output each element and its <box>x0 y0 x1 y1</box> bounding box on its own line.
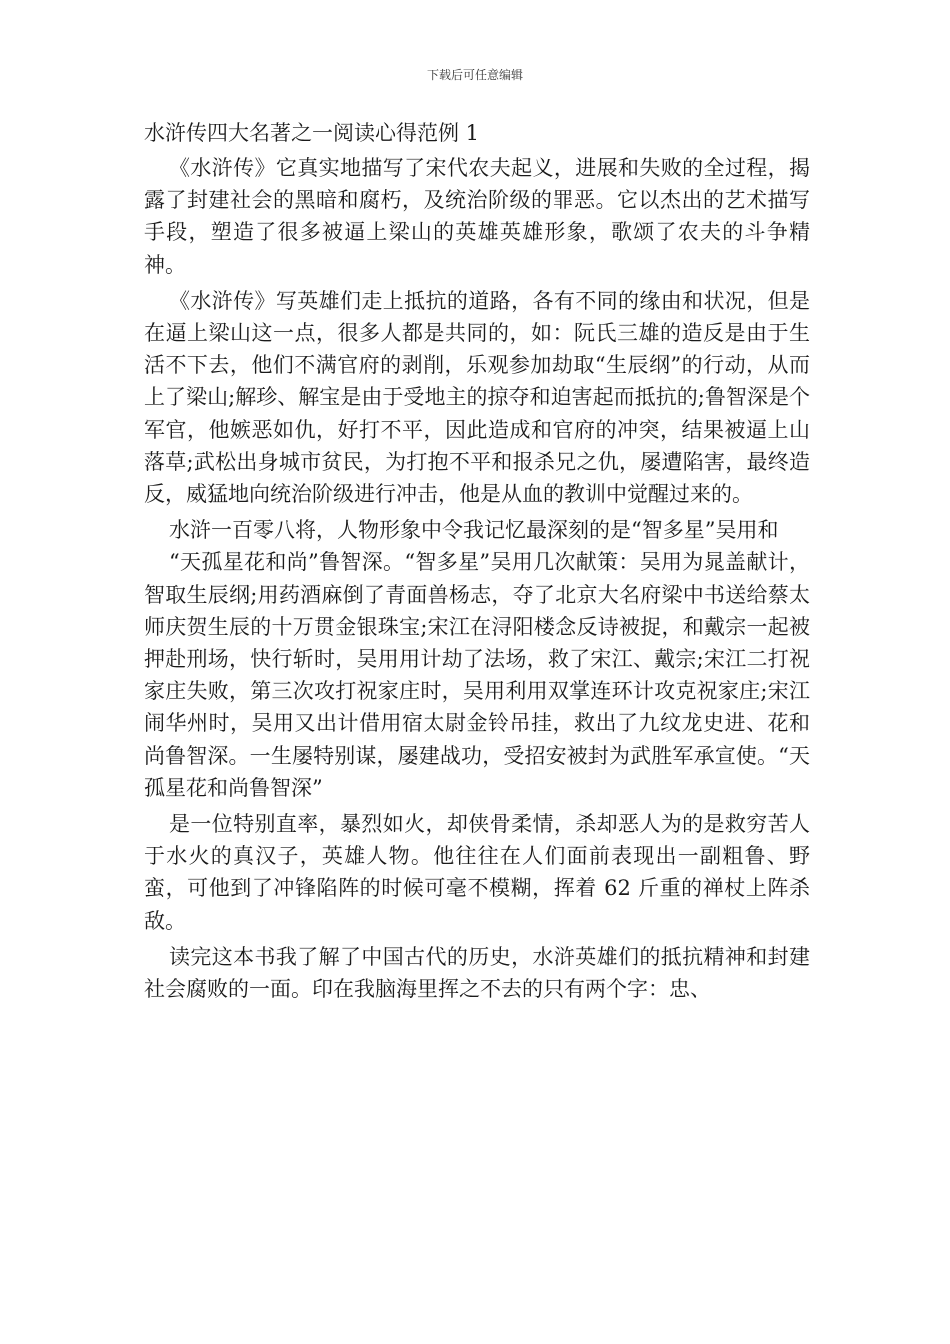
document-body <box>144 116 810 1005</box>
paragraph: 读完这本书我了解了中国古代的历史，水浒英雄们的抵抗精神和封建社会腐败的一面。印在我脑海里挥之不去的只有两个字：忠、 <box>144 944 810 1002</box>
document-title: 水浒传四大名著之一阅读心得范例 1 <box>144 121 480 145</box>
paragraph: 《水浒传》写英雄们走上抵抗的道路，各有不同的缘由和状况，但是在逼上梁山这一点，很多人都是共同的，如：阮氏三雄的造反是由于生活不下去，他们不满官府的剥削，乐观参加劫取“生辰纲”的行动，从而上了梁山;解珍、解宝是由于受地主的掠夺和迫害起而抵抗的;鲁智深是个军官，他嫉恶如仇，好打不平，因此造成和官府的冲突，结果被逼上山落草;武松出身城市贫民，为打抱不平和报杀兄之仇，屡遭陷害，最终造反，威猛地向统治阶级进行冲击，他是从血的教训中觉醒过来的。 <box>144 288 810 507</box>
page-header: 下载后可任意编辑 <box>426 68 523 82</box>
paragraph: “天孤星花和尚”鲁智深。“智多星”吴用几次献策：吴用为晁盖献计，智取生辰纲;用药酒麻倒了青面兽杨志，夺了北京大名府梁中书送给蔡太师庆贺生辰的十万贯金银珠宝;宋江在浔阳楼念反诗被捉，和戴宗一起被押赴刑场，快行斩时，吴用用计劫了法场，救了宋江、戴宗;宋江二打祝家庄失败，第三次攻打祝家庄时，吴用利用双掌连环计攻克祝家庄;宋江闹华州时，吴用又出计借用宿太尉金铃吊挂，救出了九纹龙史进、花和尚鲁智深。一生屡特别谋，屡建战功，受招安被封为武胜军承宣使。“天孤星花和尚鲁智深” <box>144 550 810 800</box>
paragraph: 是一位特别直率，暴烈如火，却侠骨柔情，杀却恶人为的是救穷苦人于水火的真汉子，英雄人物。他往往在人们面前表现出一副粗鲁、野蛮，可他到了冲锋陷阵的时候可毫不模糊，挥着 62 斤重的禅杖上阵杀敌。 <box>144 812 810 933</box>
paragraph: 水浒一百零八将，人物形象中令我记忆最深刻的是“智多星”吴用和 <box>169 518 779 543</box>
paragraph: 《水浒传》它真实地描写了宋代农夫起义，进展和失败的全过程，揭露了封建社会的黑暗和腐朽，及统治阶级的罪恶。它以杰出的艺术描写手段，塑造了很多被逼上梁山的英雄英雄形象，歌颂了农夫的斗争精神。 <box>144 156 810 277</box>
